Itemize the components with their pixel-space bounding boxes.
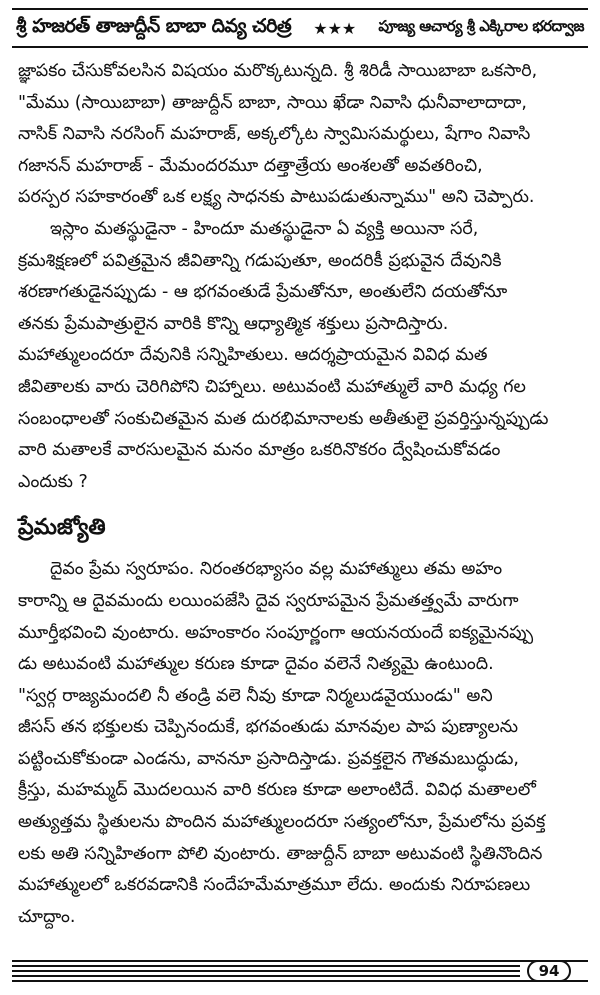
- author-name: పూజ్య ఆచార్య శ్రీ ఎక్కిరాల భరద్వాజ: [378, 17, 584, 35]
- text-line: అత్యుత్తమ స్థితులను పొందిన మహాత్ములందరూ సత్యంలోనూ, ప్రేమలోను ప్రవక్త: [18, 812, 546, 833]
- text-line: చూద్దాం.: [18, 906, 76, 927]
- text-line: సంబంధాలతో సంకుచితమైన మత దురభిమానాలకు అతీతులై ప్రవర్తిస్తున్నప్పుడు: [18, 408, 549, 429]
- footer-rule: [12, 960, 588, 962]
- text-line: లకు అతి సన్నిహితంగా పోలి వుంటారు. తాజుద్దీన్ బాబా అటువంటి స్థితినొందిన: [18, 843, 543, 864]
- page-body: [18, 56, 582, 933]
- text-line: పరస్పర సహకారంతో ఒక లక్ష్య సాధనకు పాటుపడుతున్నాము" అని చెప్పారు.: [18, 187, 535, 208]
- paragraph-2: [18, 214, 582, 498]
- text-line: గజానన్ మహరాజ్ - మేమందరమూ దత్తాత్రేయ అంశలతో అవతరించి,: [18, 155, 483, 176]
- text-line: మహాత్ములలో ఒకరవడానికి సందేహమేమాత్రమూ లేదు. అందుకు నిరూపణలు: [18, 875, 531, 896]
- text-line: క్రీస్తు, మహమ్మద్ మొదలయిన వారి కరుణ కూడా అలాంటిదే. వివిధ మతాలలో: [18, 780, 536, 801]
- text-line: జ్ఞాపకం చేసుకోవలసిన విషయం మరొక్కటున్నది. శ్రీ శిరిడీ సాయిబాబా ఒకసారి,: [18, 61, 538, 81]
- text-line: ఇస్లాం మతస్థుడైనా - హిందూ మతస్థుడైనా ఏ వ్యక్తి అయినా సరే,: [50, 218, 479, 239]
- footer-rule: [12, 980, 588, 982]
- text-line: జీసస్ తన భక్తులకు చెప్పినందుకే, భగవంతుడు మానవుల పాప పుణ్యాలను: [18, 717, 519, 738]
- text-line: నాసిక్ నివాసి నరసింగ్ మహరాజ్, అక్కల్కోట స్వామిసమర్థులు, షేగాం నివాసి: [18, 124, 531, 145]
- text-line: "మేము (సాయిబాబా) తాజుద్దీన్ బాబా, సాయి ఖేడా నివాసి ధునీవాలాదాదా,: [18, 92, 527, 113]
- text-line: క్రమశిక్షణలో పవిత్రమైన జీవితాన్ని గడుపుతూ, అందరికీ ప్రభువైన దేవునికి: [18, 250, 502, 271]
- text-line: జీవితాలకు వారు చెరిగిపోని చిహ్నాలు. అటువంటి మహాత్ములే వారి మధ్య గల: [18, 376, 526, 397]
- text-line: తనకు ప్రేమపాత్రులైన వారికి కొన్ని ఆధ్యాత్మిక శక్తులు ప్రసాదిస్తారు.: [18, 313, 449, 334]
- section-heading: ప్రేమజ్యోతి: [18, 515, 106, 541]
- book-title: శ్రీ హజరత్ తాజుద్దీన్ బాబా దివ్య చరిత్ర: [16, 14, 292, 37]
- text-line: మహాత్ములందరూ దేవునికి సన్నిహితులు. ఆదర్శప్రాయమైన వివిధ మత: [18, 345, 488, 366]
- text-line: దైవం ప్రేమ స్వరూపం. నిరంతరభ్యాసం వల్ల మహాత్ములు తమ అహం: [50, 559, 503, 580]
- text-line: పట్టించుకోకుండా ఎండను, వాననూ ప్రసాదిస్తాడు. ప్రవక్తలైన గౌతమబుద్ధుడు,: [18, 748, 519, 769]
- footer-rule: [12, 975, 520, 977]
- text-line: శరణాగతుడైనప్పుడు - ఆ భగవంతుడే ప్రేమతోనూ, అంతులేని దయతోనూ: [18, 282, 508, 303]
- star-ornament: ★★★: [313, 18, 357, 38]
- footer-rule: [12, 970, 520, 972]
- paragraph-3: [18, 554, 582, 933]
- page-number: 94: [527, 960, 571, 982]
- text-line: కారాన్ని ఆ దైవమందు లయింపజేసి దైవ స్వరూపమైన ప్రేమతత్త్వమే వారుగా: [18, 590, 519, 611]
- paragraph-1: [18, 56, 582, 214]
- text-line: వారి మతాలకే వారసులమైన మనం మాత్రం ఒకరినొకరం ద్వేషించుకోవడం: [18, 440, 501, 461]
- text-line: డు అటువంటి మహాత్ముల కరుణ కూడా దైవం వలెనే నిత్యమై ఉంటుంది.: [18, 654, 494, 675]
- text-line: "స్వర్గ రాజ్యమందలి నీ తండ్రి వలె నీవు కూడా నిర్మలుడవైయుండు" అని: [18, 685, 493, 706]
- footer-rule: [12, 965, 520, 967]
- page-footer: [12, 956, 588, 986]
- text-line: మూర్తీభవించి వుంటారు. అహంకారం సంపూర్ణంగా ఆయనయందే ఐక్యమైనప్పు: [18, 622, 534, 643]
- text-line: ఎందుకు ?: [18, 471, 88, 492]
- running-header: [12, 8, 588, 48]
